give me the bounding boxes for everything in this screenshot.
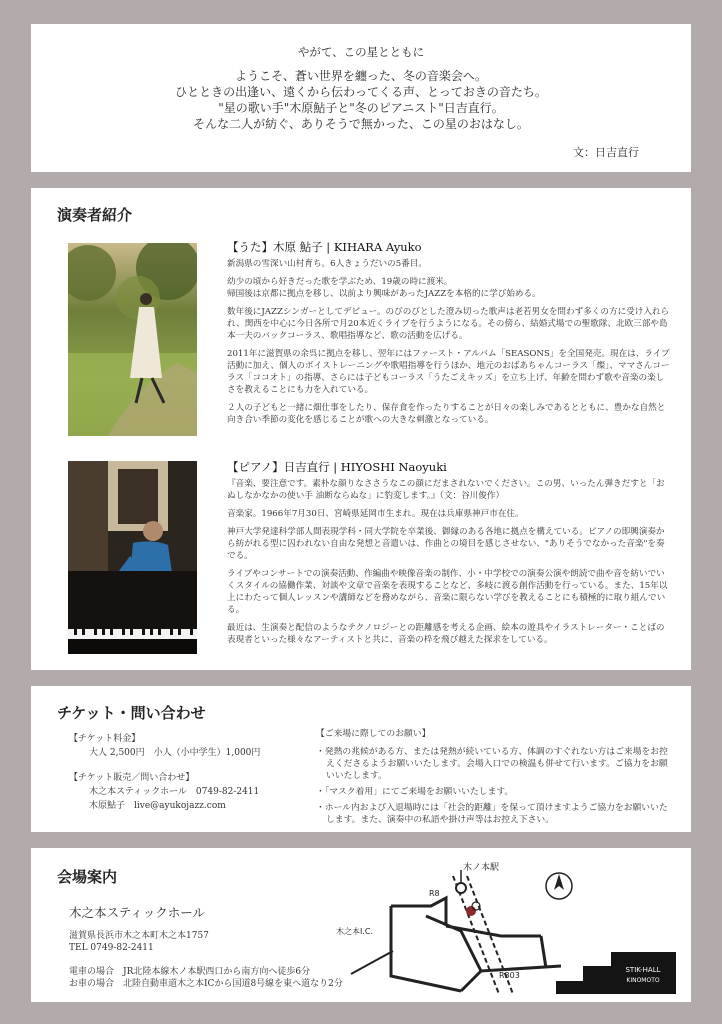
- logo-text-top: STIK-HALL: [625, 966, 661, 974]
- bio-paragraph: ライブやコンサートでの演奏活動、作編曲や映像音楽の制作、小・中学校での演奏公演や朗読で曲や音を紡いでいくスタイルの協働作業、対談や文章で音楽を表現することなど、多岐に渡る創作活動を行っている。また、15年以上にわたって個人レッスンや講師などを務めながら、音楽に限らない学びを教えることにも積極的に取り組んでいる。: [227, 569, 668, 615]
- performers-panel: [31, 188, 691, 670]
- poem-line: そんな二人が紡ぐ、ありそうで無かった、この星のおはなし。: [193, 117, 529, 131]
- notice-item: ・「マスク着用」にてご来場をお願いいたします。: [316, 787, 514, 797]
- venue-access-train: 電車の場合 JR北陸本線木ノ本駅西口から南方向へ徒歩6分: [69, 967, 311, 977]
- bio-paragraph: 最近は、生演奏と配信のようなテクノロジーとの距離感を考える企画、絵本の遊具やイラストレーター・ことばの表現者といった様々なアーティストと共に、音楽の枠を飛び越えた探求をしている。: [227, 623, 665, 645]
- map-route-r303: R303: [499, 971, 520, 980]
- map-route-r8: R8: [429, 889, 440, 898]
- ticket-sales-label: 【チケット販売／問い合わせ】: [69, 773, 195, 783]
- section-title-performers: 演奏者紹介: [57, 206, 133, 224]
- pianist-heading: 【ピアノ】日吉直行 | HIYOSHI Naoyuki: [227, 460, 447, 474]
- bio-paragraph: ２人の子どもと一緒に畑仕事をしたり、保存食を作ったりすることが日々の楽しみであるとともに、豊かな自然と向き合い季節の変化を感じることが歌への大きな刺激となっている。: [227, 403, 666, 425]
- bio-paragraph: 新潟県の雪深い山村育ち。6人きょうだいの5番目。: [227, 259, 427, 269]
- pianist-photo: [68, 461, 197, 654]
- intro-lead: やがて、この星とともに: [297, 45, 425, 59]
- ticket-price-line: 大人 2,500円 小人（小中学生）1,000円: [89, 748, 261, 758]
- poem-line: ひとときの出逢い、遠くから伝わってくる声、とっておきの音たち。: [175, 85, 547, 99]
- singer-photo: [68, 243, 197, 436]
- bio-paragraph: 神戸大学発達科学部人間表現学科・同大学院を卒業後、御縁のある各地に拠点を構えている。ピアノの即興演奏から紡がれる型に囚われない自由な発想と音遣いは、作曲との境目を感じさせない、"ありそうでなかった音楽"を奏でる。: [227, 527, 665, 561]
- intro-poem: [31, 68, 691, 132]
- intro-panel: [31, 24, 691, 172]
- venue-access-car: お車の場合 北陸自動車道木之本ICから国道8号線を東へ道なり2分: [69, 979, 343, 989]
- venue-tel: TEL 0749-82-2411: [69, 943, 154, 953]
- bio-paragraph: 幼少の頃から好きだった歌を学ぶため、19歳の時に渡米。 帰国後は京都に拠点を移し、以前より興味があったJAZZを本格的に学び始める。: [227, 277, 541, 299]
- intro-signature: 文：日吉直行: [573, 146, 639, 159]
- venue-address: 滋賀県長浜市木之本町木之本1757: [69, 931, 209, 941]
- notice-list: [316, 746, 671, 826]
- logo-text-bottom: KINOMOTO: [626, 977, 660, 984]
- singer-heading: 【うた】木原 鮎子 | KIHARA Ayuko: [227, 240, 422, 254]
- section-title-venue: 会場案内: [57, 868, 118, 886]
- map-station-label: 木ノ本駅: [463, 863, 500, 873]
- ticket-contact-email[interactable]: 木原鮎子 live@ayukojazz.com: [89, 801, 226, 811]
- compass-icon: [546, 873, 572, 899]
- notice-title: 【ご来場に際してのお願い】: [316, 729, 431, 739]
- tickets-panel: [31, 686, 691, 832]
- ticket-sales-line: 木之本スティックホール 0749-82-2411: [89, 787, 260, 797]
- station-marker: [456, 883, 466, 893]
- notice-block: [316, 728, 671, 830]
- bio-paragraph: 音楽家。1966年7月30日、宮崎県延岡市生まれ。現在は兵庫県神戸市在住。: [227, 509, 524, 519]
- poem-line: ようこそ、蒼い世界を纏った、冬の音楽会へ。: [235, 69, 487, 83]
- ticket-price-label: 【チケット料金】: [69, 734, 141, 744]
- poem-line: "星の歌い手"木原鮎子と"冬のピアニスト"日吉直行。: [218, 101, 504, 115]
- map-ic-label: 木之本I.C.: [336, 927, 374, 936]
- pianist-bio: [227, 461, 671, 652]
- venue-map: [321, 856, 681, 996]
- bio-paragraph: 数年後にJAZZシンガーとしてデビュー。のびのびとした澄み切った歌声は老若男女を問わず多くの方に受け入れられ、関西を中心に今日各所で月20本近くライブを行うようになる。その傍ら、結婚式場での聖歌隊、北欧三部や島本一夫のバックコーラス、歌唱指導など、歌の活動を広げる。: [227, 307, 670, 341]
- venue-pin: [466, 906, 476, 916]
- venue-logo: [556, 952, 676, 994]
- bio-paragraph: 2011年に滋賀県の余呉に拠点を移し、翌年にはファースト・アルバム「SEASONS」を全国発売。現在は、ライブ活動に加え、個人のボイストレーニングや歌唱指導を行うほか、地元のおばあちゃんコーラス「燦」、ママさんコーラス「ココオト」の指導、さらには子どもコーラス「うたごえキッズ」を立ち上げ、年齢を問わず歌や音楽の楽しさを教えることにも力を入れている。: [227, 349, 670, 395]
- venue-panel: [31, 848, 691, 1002]
- section-title-tickets: チケット・問い合わせ: [57, 704, 206, 722]
- notice-item: ・発熱の兆候がある方、または発熱が続いている方、体調のすぐれない方はご来場をお控えくださるようお願いいたします。会場入口での検温も併せて行います。ご協力をお願いいたします。: [316, 747, 668, 781]
- singer-bio: [227, 241, 671, 432]
- notice-item: ・ホール内および入退場時には「社会的距離」を保って頂けますようご協力をお願いいたします。また、演奏中の私語や掛け声等はお控え下さい。: [316, 803, 668, 825]
- venue-name: 木之本スティックホール: [69, 905, 206, 920]
- bio-paragraph: 『音楽、要注意です。素朴な顔りなささうなこの顔にだまされないでください。この男、いったん弾きだすと「おぬしなかなかの使い手 油断ならぬな」に豹変します。』（文：谷川俊作）: [227, 479, 665, 501]
